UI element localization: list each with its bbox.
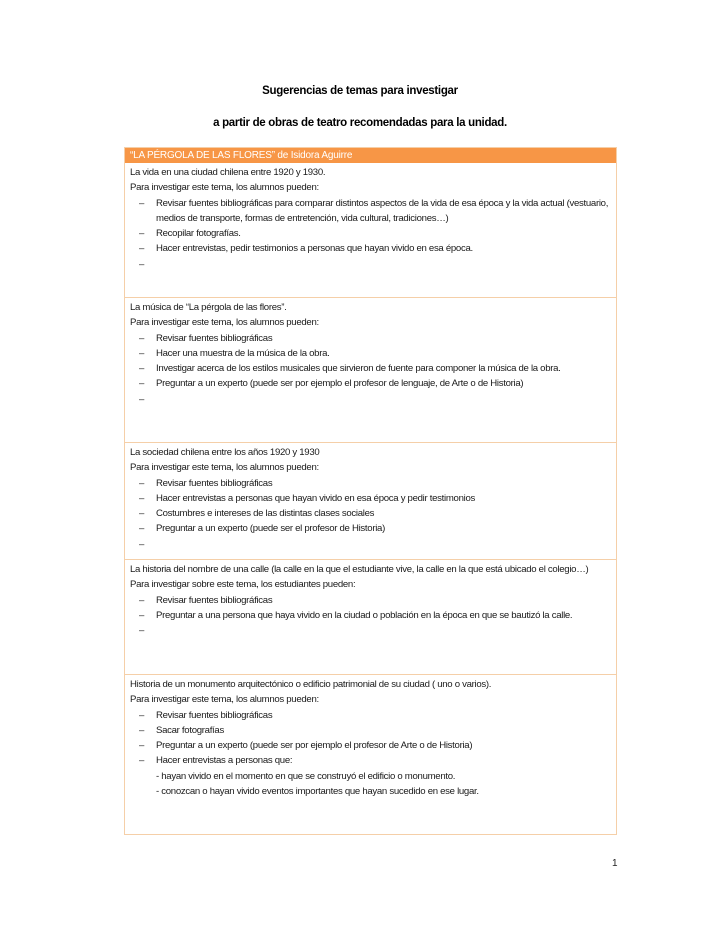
- topic-activity-list: [130, 331, 610, 407]
- list-item: – Revisar fuentes bibliográficas: [130, 331, 610, 346]
- list-item: – Hacer entrevistas a personas que hayan vivido en esa época y pedir testimonios: [130, 491, 610, 506]
- topic-intro: Para investigar este tema, los alumnos pueden:: [130, 317, 319, 329]
- document-title-line-1: Sugerencias de temas para investigar: [262, 85, 458, 97]
- topic-intro: Para investigar este tema, los alumnos pueden:: [130, 182, 319, 194]
- table-header-play-title: “LA PÉRGOLA DE LAS FLORES” de Isidora Aguirre: [125, 148, 616, 163]
- topic-title: La música de “La pérgola de las flores”.: [130, 302, 287, 313]
- topic-cell-music: [125, 297, 616, 442]
- topic-title: Historia de un monumento arquitectónico o edificio patrimonial de su ciudad ( uno o varios).: [130, 679, 492, 690]
- list-item: – Investigar acerca de los estilos musicales que sirvieron de fuente para componer la música de la obra.: [130, 361, 610, 376]
- list-item-empty: [130, 537, 610, 552]
- list-item: – Revisar fuentes bibliográficas para comparar distintos aspectos de la vida de esa época y la vida actual (vestuario, medios de transporte, formas de entretención, vida cultural, tradiciones…): [130, 196, 610, 227]
- list-item-empty: [130, 623, 610, 638]
- topic-title: La vida en una ciudad chilena entre 1920 y 1930.: [130, 167, 326, 178]
- list-item: – Hacer entrevistas, pedir testimonios a personas que hayan vivido en esa época.: [130, 241, 610, 256]
- list-item-text: – Hacer entrevistas a personas que:: [156, 755, 293, 767]
- topic-intro: Para investigar este tema, los alumnos pueden:: [130, 462, 319, 474]
- topic-activity-list: [130, 476, 610, 552]
- topics-table: [124, 147, 617, 835]
- topic-cell-street-name: [125, 559, 616, 674]
- topic-title: La historia del nombre de una calle (la calle en la que el estudiante vive, la calle en la que está ubicado el colegio…): [130, 564, 589, 575]
- topic-cell-city-life: [125, 163, 616, 297]
- topic-intro: Para investigar este tema, los alumnos pueden:: [130, 694, 319, 706]
- list-item: – Recopilar fotografías.: [130, 226, 610, 241]
- list-item: – Preguntar a una persona que haya vivido en la ciudad o población en la época en que se bautizó la calle.: [130, 608, 610, 623]
- topic-activity-list: [130, 593, 610, 639]
- topic-activity-list: [130, 196, 610, 272]
- sub-list-item: - hayan vivido en el momento en que se construyó el edificio o monumento.: [156, 770, 456, 782]
- list-item-with-subitems: [130, 753, 610, 799]
- page-number: 1: [612, 858, 618, 869]
- list-item: – Sacar fotografías: [130, 723, 610, 738]
- topic-cell-society: [125, 442, 616, 559]
- list-item-empty: [130, 392, 610, 407]
- list-item: – Revisar fuentes bibliográficas: [130, 708, 610, 723]
- list-item: – Revisar fuentes bibliográficas: [130, 593, 610, 608]
- list-item-empty: [130, 257, 610, 272]
- list-item: – Preguntar a un experto (puede ser por ejemplo el profesor de lenguaje, de Arte o de Historia): [130, 376, 610, 391]
- list-item: – Preguntar a un experto (puede ser por ejemplo el profesor de Arte o de Historia): [130, 738, 610, 753]
- list-item: – Revisar fuentes bibliográficas: [130, 476, 610, 491]
- document-title-line-2: a partir de obras de teatro recomendadas para la unidad.: [213, 117, 507, 129]
- sub-list-item: - conozcan o hayan vivido eventos importantes que hayan sucedido en ese lugar.: [156, 786, 479, 798]
- topic-title: La sociedad chilena entre los años 1920 y 1930: [130, 447, 320, 458]
- list-item: – Costumbres e intereses de las distintas clases sociales: [130, 506, 610, 521]
- topic-intro: Para investigar sobre este tema, los estudiantes pueden:: [130, 579, 356, 591]
- topic-activity-list: [130, 708, 610, 800]
- list-item: – Preguntar a un experto (puede ser el profesor de Historia): [130, 521, 610, 536]
- list-item: – Hacer una muestra de la música de la obra.: [130, 346, 610, 361]
- topic-cell-monument: [125, 674, 616, 834]
